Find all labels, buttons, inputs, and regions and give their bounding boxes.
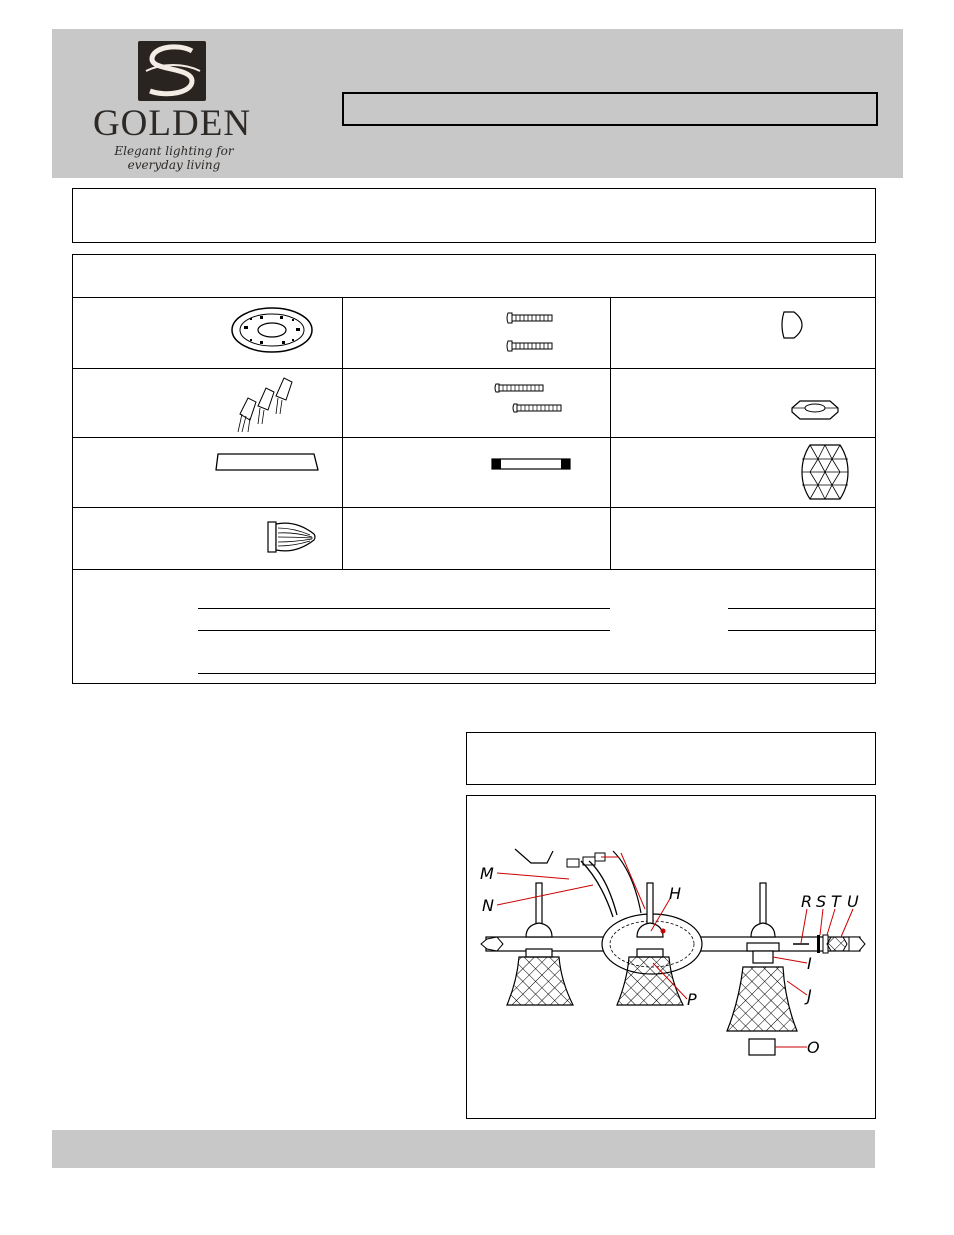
bulb-icon [266, 518, 318, 556]
brand-tagline: Elegant lighting for everyday living [114, 144, 234, 172]
form-line [728, 630, 875, 631]
hex-nut-icon [788, 398, 842, 422]
screws-icon [506, 310, 556, 356]
callout-m: M [480, 864, 494, 883]
form-line [198, 630, 610, 631]
brand-name: GOLDEN [92, 103, 252, 144]
parts-column-divider [610, 297, 611, 569]
callout-h: H [669, 884, 682, 903]
logo-mark-icon [138, 41, 206, 101]
parts-divider [72, 437, 876, 438]
notice-box [72, 188, 876, 243]
form-line [198, 608, 610, 609]
parts-table [72, 254, 876, 684]
assembly-diagram [466, 795, 876, 1119]
form-line [728, 608, 875, 609]
callout-u: U [847, 892, 859, 911]
callout-p: P [687, 990, 697, 1009]
wire-nuts-icon [234, 374, 304, 434]
parts-divider [72, 368, 876, 369]
parts-column-divider [342, 297, 343, 569]
caution-box [466, 732, 876, 785]
bulb-part [749, 1039, 775, 1055]
callout-n: N [482, 896, 494, 915]
nipple-icon [490, 456, 572, 472]
form-line [198, 673, 875, 674]
right-end-finial [849, 937, 865, 951]
crossbar-icon [214, 452, 320, 472]
callout-o: O [807, 1038, 820, 1057]
callout-r: R [801, 892, 813, 911]
bolts-icon [494, 382, 564, 418]
crystal-finial-icon [800, 443, 850, 501]
callout-j: J [807, 986, 812, 1005]
parts-divider [72, 569, 876, 570]
footer-band [52, 1130, 875, 1168]
parts-divider [72, 297, 876, 298]
brand-logo [82, 40, 262, 170]
callout-t: T [831, 892, 841, 911]
glass-shade-right [727, 967, 797, 1031]
ball-icon [778, 310, 804, 340]
callout-i: I [807, 954, 812, 973]
canopy-plate-icon [230, 306, 314, 354]
title-box [342, 92, 878, 126]
assembly-drawing [467, 796, 877, 1120]
glass-shade-left [507, 957, 573, 1005]
callout-s: S [816, 892, 827, 911]
parts-divider [72, 507, 876, 508]
